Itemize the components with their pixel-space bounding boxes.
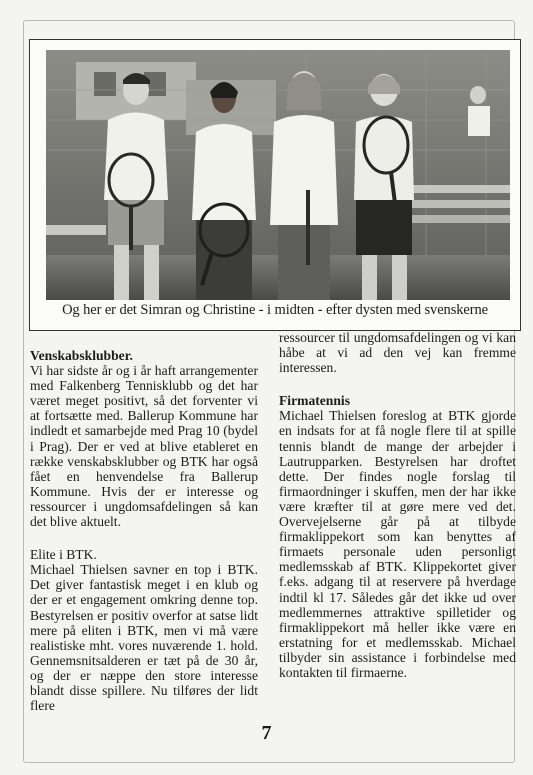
photo-box xyxy=(29,39,521,331)
paragraph-elite: Michael Thielsen savner en top i BTK. Det giver fantastisk meget i en klub og der er et engagement omkring denne top. Bestyrelsen er positiv overfor at satse lidt mere på eliten i BTK, men vi må være realistiske mht. vores nuværende 1. hold. Gennemsnitsalderen er tæt på de 30 år, og der er næppe den store interesse blandt disse spillere. Nu tilføres der lidt flere xyxy=(30,562,258,714)
heading-venskabsklubber: Venskabsklubber. xyxy=(30,348,133,363)
heading-elite: Elite i BTK. xyxy=(30,547,97,563)
article-column-left xyxy=(30,348,258,713)
paragraph-venskabsklubber: Vi har sidste år og i år haft arrangementer med Falkenberg Tennisklubb og det har været meget positivt, så det forventer vi at fortsætte med. Ballerup Kommune har indledt et samarbejde med Prag 10 (bydel i Prag). Der er ved at blive etableret en række venskabsklubber og BTK har også fået en henvendelse fra Ballerup Kommune. Hvis der er interesse og ressourcer i ungdomsafdelingen så kan det blive aktuelt. xyxy=(30,363,258,530)
photo-caption: Og her er det Simran og Christine - i midten - efter dysten med svenskerne xyxy=(62,302,488,318)
heading-firmatennis: Firmatennis xyxy=(279,393,350,409)
tennis-players-photo xyxy=(46,50,510,300)
paragraph-firmatennis: Michael Thielsen foreslog at BTK gjorde en indsats for at få nogle flere til at spille tennis blandt de mange der arbejder i Lautrupparken. Bestyrelsen har droftet dette. Der findes nogle forslag til firmaordninger i skuffen, men der har ikke være kræfter til at gøre mere ved det. Overvejelserne går på at tilbyde firmaklippekort som kan benyttes af firmaets personale uden personligt medlemsskab af BTK. Klippekortet giver f.eks. adgang til at reservere på hverdage indtil kl 17. Således går det ikke ud over medlemmernes attraktive spilletider og firmaklippekort må heller ikke være en erstatning for et medlemsskab. Michael tilbyder sin assistance i forbindelse med kontakten til firmaerne. xyxy=(279,408,516,680)
article-column-right xyxy=(279,330,516,680)
page-number: 7 xyxy=(261,722,272,744)
paragraph-continuation: ressourcer til ungdomsafdelingen og vi kan håbe at vi ad den vej kan fremme interessen. xyxy=(279,330,516,376)
